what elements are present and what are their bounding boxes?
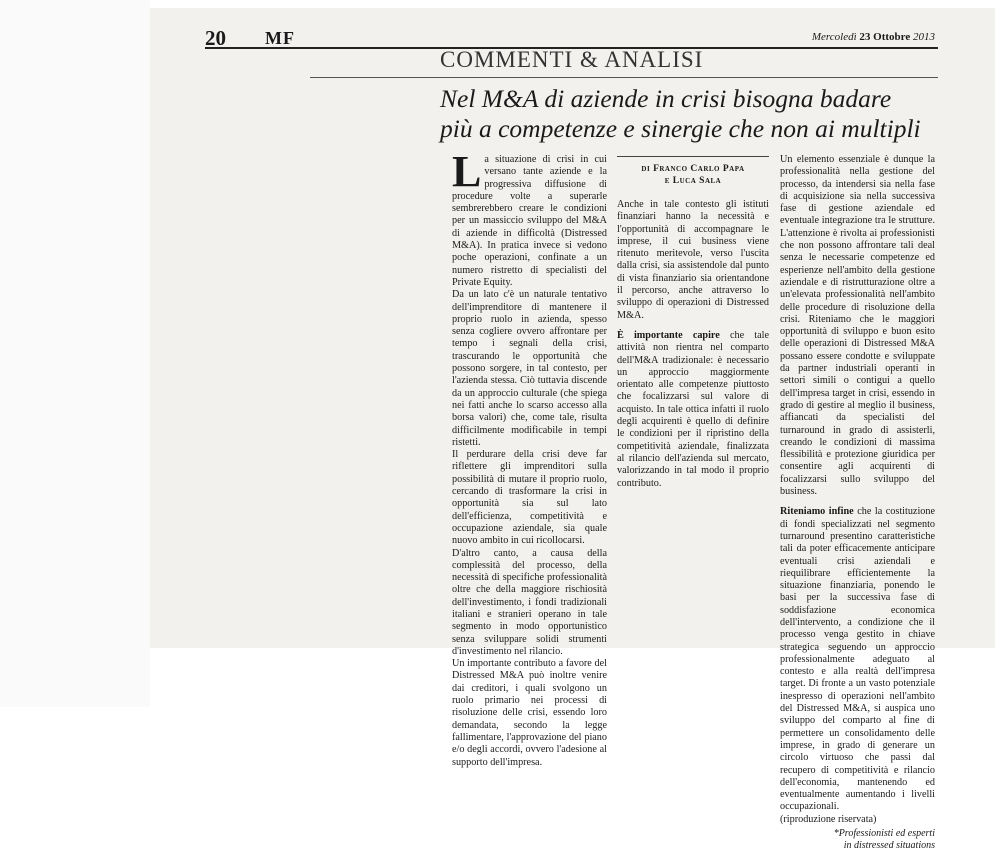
byline-line-1: di Franco Carlo Papa bbox=[641, 164, 745, 174]
section-title: COMMENTI & ANALISI bbox=[440, 47, 704, 72]
paragraph-7-text: che tale attività non rientra nel comparto dell'M&A tradizionale: è necessario un approccio maggiormente orientato alle competenze piuttosto che focalizzarsi sul valore di acquisto. In tale ottica infatti il ruolo degli acquirenti è quello di definire le condizioni per il ripristino della competitività aziendale, finalizzata al rilancio dell'azienda sul mercato, valorizzando in tal modo il proprio contributo. bbox=[617, 329, 769, 489]
paragraph-1 bbox=[452, 147, 607, 289]
article-headline bbox=[440, 84, 950, 144]
page-header bbox=[205, 26, 935, 48]
paragraph-8: Un elemento essenziale è dunque la professionalità nella gestione del processo, da intendersi sia nella fase di acquisizione sia nella successiva fase di gestione aziendale ed eventuale integrazione tra le strutture. L'attenzione è rivolta ai professionisti che non possono affrontare tali deal senza le necessarie competenze ed esperienze nell'ambito della gestione aziendale e di ristrutturazione oltre a un'elevata professionalità nell'ambito delle procedure di risoluzione della crisi. Riteniamo che le maggiori opportunità di sviluppo e buon esito delle operazioni di Distressed M&A possano essere condotte e sviluppate da partner industriali operanti in settori simili o contigui a quello dell'impresa target in crisi, essendo in grado di gestire al meglio il business, affiancati da specialisti del turnaround in grado di assisterli, creando le condizioni di massima flessibilità e protezione giuridica per consentire agli acquirenti di focalizzarsi sullo sviluppo del business. bbox=[780, 154, 935, 498]
headline-line-2: più a competenze e sinergie che non ai multipli bbox=[440, 114, 921, 143]
page-number: 20 bbox=[205, 26, 226, 50]
author-note-line-1: *Professionisti ed esperti bbox=[833, 828, 935, 840]
headline-line-1: Nel M&A di aziende in crisi bisogna badare bbox=[440, 84, 892, 113]
author-note bbox=[780, 828, 935, 852]
author-note-line-2: in distressed situations bbox=[843, 840, 935, 852]
paragraph-7 bbox=[617, 330, 769, 490]
date-day-month: 23 Ottobre bbox=[859, 31, 911, 43]
paragraph-3: Il perdurare della crisi deve far riflettere gli imprenditori sulla possibilità di mutare il proprio ruolo, cercando di trasformare la crisi in opportunità sia sul lato dell'efficienza, competitività e occupazione aziendale, sia quale nuovo ambito in cui ricollocarsi. bbox=[452, 449, 607, 547]
paragraph-2: Da un lato c'è un naturale tentativo dell'imprenditore di mantenere il proprio ruolo in azienda, spesso senza cogliere ovvero affrontare per tempo i segnali della crisi, trascurando le opportunità che possono sorgere, in tal contesto, per l'azienda stessa. Ciò tuttavia discende da un approccio culturale (che spiega nei fatti anche lo scarso accesso alla borsa valori) che, come tale, risulta difficilmente modificabile in tempi ristetti. bbox=[452, 289, 607, 448]
reproduction-note: (riproduzione riservata) bbox=[780, 813, 877, 825]
paragraph-5: Un importante contributo a favore del Distressed M&A può inoltre venire dai creditori, i quali svolgono un ruolo primario nei processi di risoluzione delle crisi, essendo loro demandata, secondo la legge fallimentare, l'approvazione del piano e/o degli accordi, ovvero l'adesione al supporto dell'impresa. bbox=[452, 658, 607, 768]
article-column-3 bbox=[780, 154, 935, 852]
section-rule bbox=[310, 77, 938, 78]
paragraph-4: D'altro canto, a causa della complessità del processo, della necessità di specifiche professionalità oltre che della maggiore rischiosità dell'investimento, i fondi tradizionali italiani e stranieri operano in tale segmento in modo opportunistico senza sviluppare solidi strumenti d'investimento nel rilancio. bbox=[452, 547, 607, 657]
byline bbox=[617, 156, 769, 191]
masthead-logo: MF bbox=[265, 28, 295, 48]
spacer bbox=[617, 191, 769, 199]
article-column-1 bbox=[452, 147, 607, 769]
date-year: 2013 bbox=[913, 31, 935, 43]
drop-cap: L bbox=[452, 147, 482, 196]
paragraph-7-lead: È importante capire bbox=[617, 329, 720, 341]
paragraph-9-text: che la costituzione di fondi specializzati nel segmento turnaround presentino caratteristiche tali da poter efficacemente anticipare eventuali crisi aziendali e riequilibrare efficientemente la situazione finanziaria, ponendo le basi per la successiva fase di soddisfazione economica dell'intervento, a condizione che il processo venga gestito in chiave strategica seguendo un approccio professionalmente adeguato al contesto e alla realtà dell'impresa target. Di fronte a un vasto potenziale inespresso di operazioni nell'ambito del Distressed M&A, si auspica uno sviluppo del comparto al fine di permettere un consolidamento delle imprese, in grado di generare un circolo virtuoso che passi dal recupero di competitività e rilancio dell'economia, mantenendo ed eventualmente aumentando i livelli occupazionali. bbox=[780, 506, 935, 813]
spacer bbox=[617, 322, 769, 330]
paragraph-6: Anche in tale contesto gli istituti finanziari hanno la necessità e l'opportunità di accompagnare le imprese, il cui business viene ritenuto meritevole, verso l'uscita dalla crisi, sia assistendole dal punto di vista finanziario sia orientandone il percorso, anche attraverso lo sviluppo di operazioni di Distressed M&A. bbox=[617, 199, 769, 321]
byline-line-2: e Luca Sala bbox=[664, 176, 722, 186]
scan-margin bbox=[0, 0, 150, 707]
paragraph-9 bbox=[780, 506, 935, 813]
publication-date bbox=[812, 31, 935, 43]
paragraph-1-text: a situazione di crisi in cui versano tante aziende e la progressiva diffusione di procedure volte a superarle sembrerebbero creare le condizioni per un massiccio sviluppo del M&A di aziende in difficoltà (Distressed M&A). In pratica invece si vedono poche operazioni, confinate a un numero ristretto di specialisti del Private Equity. bbox=[452, 154, 607, 288]
article-column-2 bbox=[617, 154, 769, 490]
date-weekday: Mercoledì bbox=[811, 31, 857, 43]
spacer bbox=[780, 498, 935, 506]
paragraph-9-lead: Riteniamo infine bbox=[780, 506, 854, 518]
